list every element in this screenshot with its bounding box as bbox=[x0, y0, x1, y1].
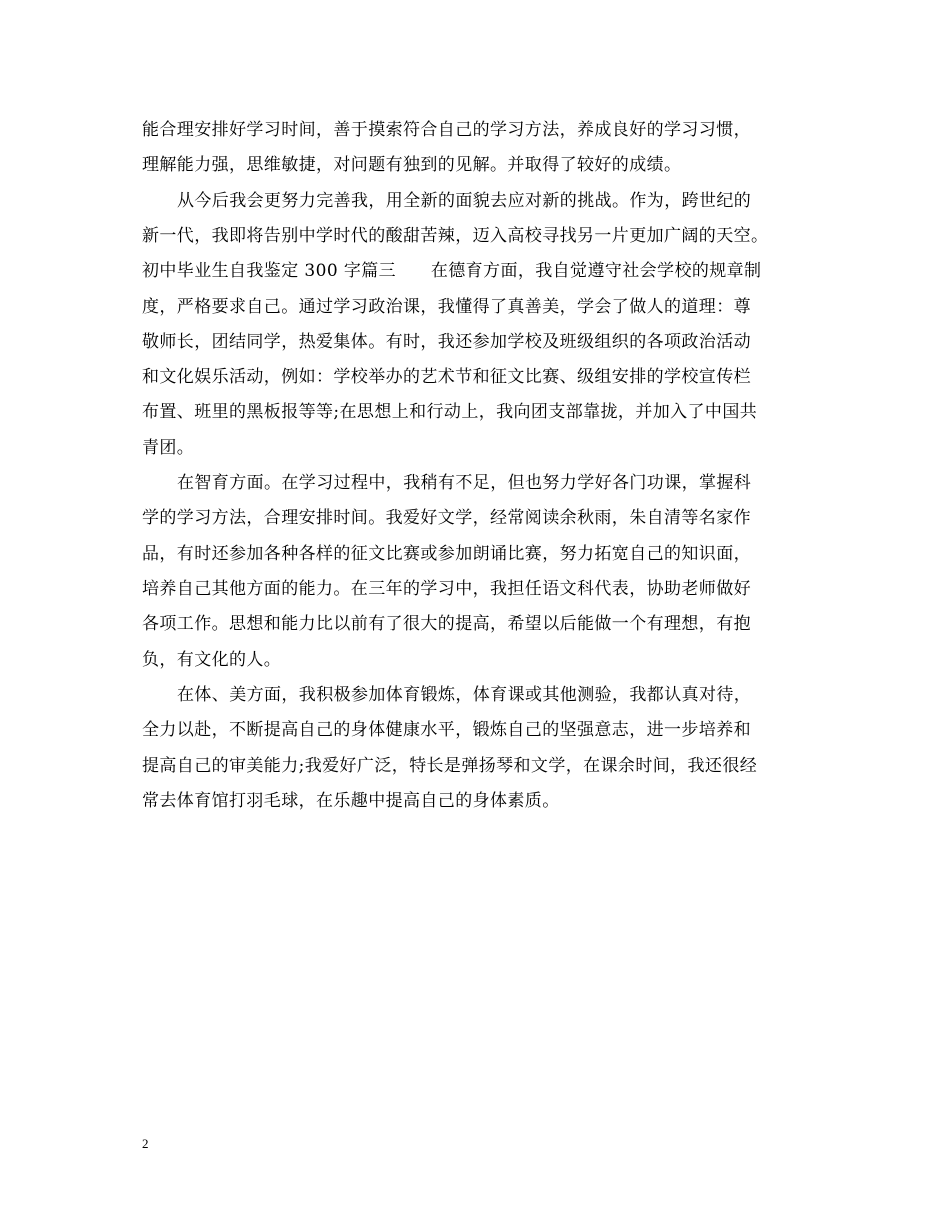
text-line: 在体、美方面，我积极参加体育锻炼，体育课或其他测验，我都认真对待， bbox=[177, 685, 752, 705]
text-line: 提高自己的审美能力;我爱好广泛，特长是弹扬琴和文学，在课余时间，我还很经 bbox=[142, 756, 758, 776]
text-line: 初中毕业生自我鉴定 300 字篇三 在德育方面，我自觉遵守社会学校的规章制 bbox=[142, 261, 762, 281]
text-line: 培养自己其他方面的能力。在三年的学习中，我担任语文科代表，协助老师做好 bbox=[142, 579, 751, 599]
text-line: 从今后我会更努力完善我，用全新的面貌去应对新的挑战。作为，跨世纪的 bbox=[177, 191, 752, 211]
text-line: 常去体育馆打羽毛球，在乐趣中提高自己的身体素质。 bbox=[142, 791, 560, 811]
page-number: 2 bbox=[142, 1136, 149, 1151]
text-line: 新一代，我即将告别中学时代的酸甜苦辣，迈入高校寻找另一片更加广阔的天空。 bbox=[142, 226, 769, 246]
text-line: 理解能力强，思维敏捷，对问题有独到的见解。并取得了较好的成绩。 bbox=[142, 155, 682, 175]
text-line: 全力以赴，不断提高自己的身体健康水平，锻炼自己的坚强意志，进一步培养和 bbox=[142, 720, 751, 740]
text-line: 敬师长，团结同学，热爱集体。有时，我还参加学校及班级组织的各项政治活动 bbox=[142, 332, 751, 352]
text-line: 和文化娱乐活动，例如：学校举办的艺术节和征文比赛、级组安排的学校宣传栏 bbox=[142, 367, 751, 387]
text-line: 在智育方面。在学习过程中，我稍有不足，但也努力学好各门功课，掌握科 bbox=[177, 473, 752, 493]
text-line: 青团。 bbox=[142, 438, 195, 458]
text-line: 各项工作。思想和能力比以前有了很大的提高，希望以后能做一个有理想，有抱 bbox=[142, 614, 751, 634]
text-line: 学的学习方法，合理安排时间。我爱好文学，经常阅读余秋雨，朱自清等名家作 bbox=[142, 508, 751, 528]
text-line: 度，严格要求自己。通过学习政治课，我懂得了真善美，学会了做人的道理：尊 bbox=[142, 297, 751, 317]
text-line: 品，有时还参加各种各样的征文比赛或参加朗诵比赛，努力拓宽自己的知识面， bbox=[142, 544, 751, 564]
text-line: 布置、班里的黑板报等等;在思想上和行动上，我向团支部靠拢，并加入了中国共 bbox=[142, 402, 758, 422]
text-line: 能合理安排好学习时间，善于摸索符合自己的学习方法，养成良好的学习习惯， bbox=[142, 120, 751, 140]
text-line: 负，有文化的人。 bbox=[142, 650, 282, 670]
